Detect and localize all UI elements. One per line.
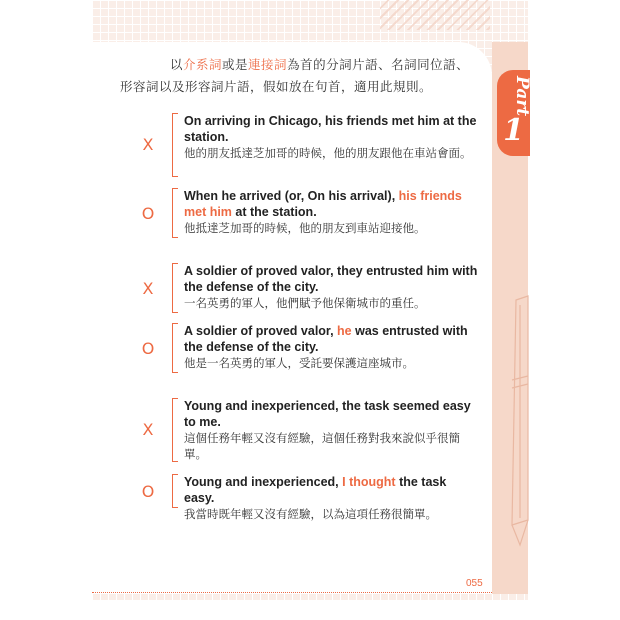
wrong-mark: X [142, 279, 154, 298]
example-bracket [172, 398, 178, 462]
example-chinese: 他抵達芝加哥的時候，他的朋友到車站迎接他。 [184, 221, 426, 235]
example-english [184, 474, 480, 506]
example-english [184, 323, 480, 355]
example-english [184, 113, 480, 145]
example-chinese: 這個任務年輕又沒有經驗，這個任務對我來說似乎很簡單。 [184, 431, 460, 461]
wrong-mark: X [142, 135, 154, 154]
english-text-end: at the station. [231, 205, 317, 219]
english-text: When he arrived (or, On his arrival), [184, 189, 399, 203]
example-5 [142, 398, 480, 462]
example-6 [141, 474, 480, 522]
example-4 [141, 323, 480, 371]
dotted-divider [92, 592, 492, 593]
correct-mark: O [141, 482, 155, 501]
intro-text-1: 以 [170, 57, 184, 72]
part-label: Part [512, 76, 532, 117]
example-bracket [172, 188, 178, 238]
part-number: 1 [503, 113, 524, 148]
example-2 [141, 188, 480, 236]
page-number: 055 [466, 578, 483, 589]
term-preposition: 介系詞 [183, 57, 223, 72]
correct-mark: O [141, 204, 155, 223]
english-text: A soldier of proved valor, they entrusted him with the defense of the city. [184, 264, 478, 294]
example-chinese: 一名英勇的軍人，他們賦予他保衛城市的重任。 [184, 296, 426, 310]
intro-text-2: 或是 [222, 57, 249, 72]
example-chinese: 他的朋友抵達芝加哥的時候，他的朋友跟他在車站會面。 [184, 146, 472, 160]
english-highlight: I thought [342, 475, 396, 489]
english-text: On arriving in Chicago, his friends met him at the station. [184, 114, 477, 144]
example-chinese: 他是一名英勇的軍人，受託要保護這座城市。 [184, 356, 414, 370]
english-highlight: he [337, 324, 352, 338]
example-chinese: 我當時既年輕又沒有經驗，以為這項任務很簡單。 [184, 507, 437, 521]
example-bracket [172, 323, 178, 373]
example-english [184, 188, 480, 220]
example-1 [142, 113, 480, 161]
example-3 [142, 263, 480, 311]
english-text: A soldier of proved valor, [184, 324, 338, 338]
term-conjunction: 連接詞 [248, 57, 288, 72]
example-bracket [172, 263, 178, 313]
decorative-stripes [380, 0, 490, 30]
english-text: Young and inexperienced, [184, 475, 343, 489]
intro-paragraph [120, 54, 480, 98]
wrong-mark: X [142, 420, 154, 439]
english-highlight: his friends met him [184, 189, 462, 219]
example-bracket [172, 113, 178, 177]
example-english [184, 398, 480, 430]
example-bracket [172, 474, 178, 508]
intro-text-3: 為首的分詞片語、名詞同位語、形容詞以及形容詞片語，假如放在句首，適用此規則。 [120, 57, 470, 94]
example-english [184, 263, 480, 295]
english-text: Young and inexperienced, the task seemed easy to me. [184, 399, 471, 429]
english-text-end: was entrusted with the defense of the city. [184, 324, 468, 354]
english-text-end: the task easy. [184, 475, 447, 505]
correct-mark: O [141, 339, 155, 358]
